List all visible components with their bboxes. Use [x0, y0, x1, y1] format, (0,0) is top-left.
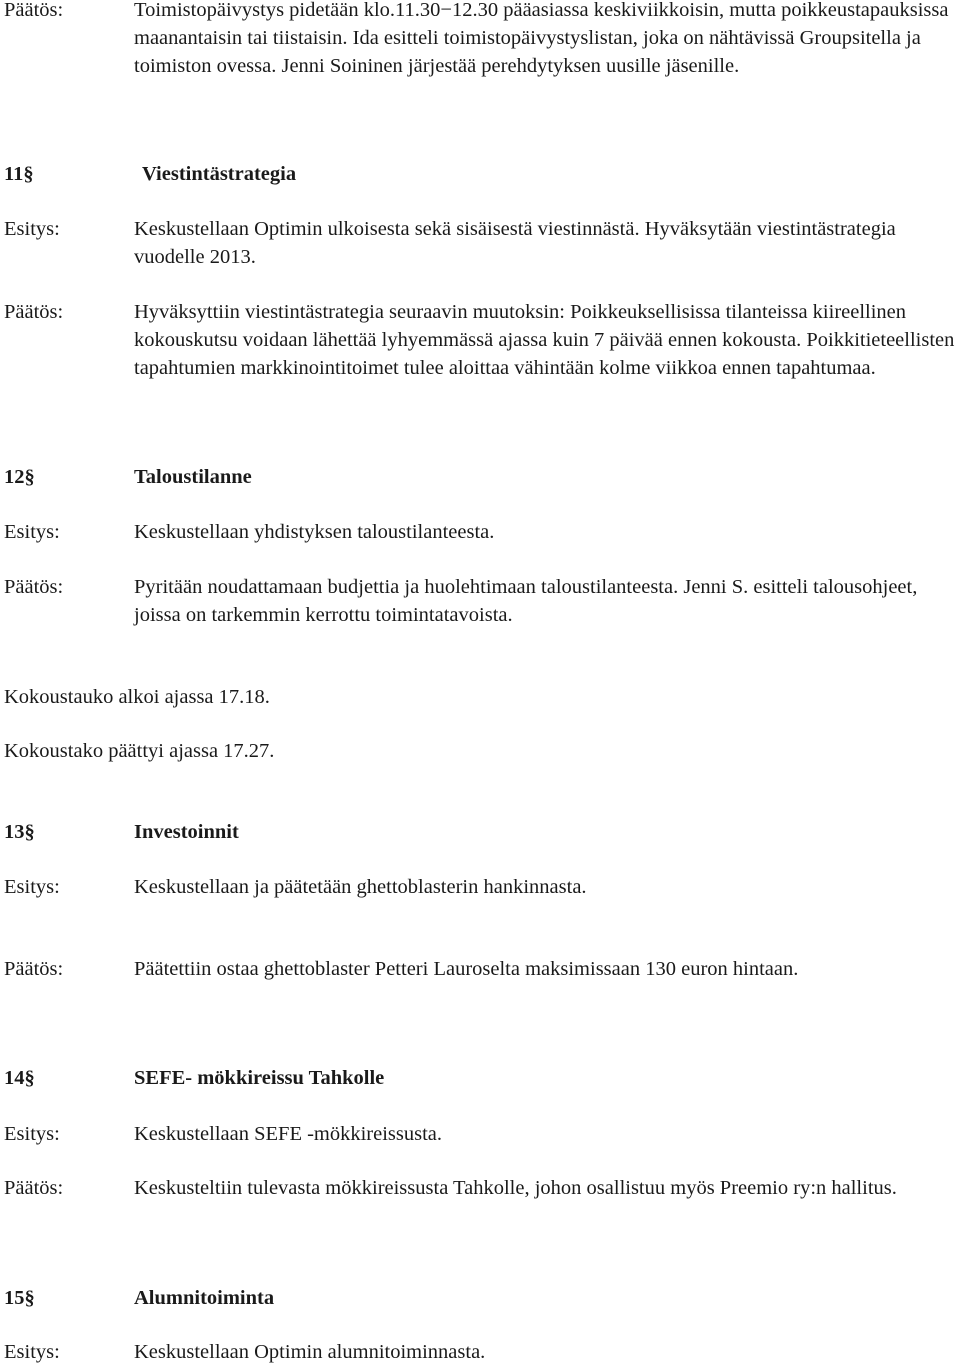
- decision-label: Päätös:: [4, 958, 64, 980]
- section-heading-14: [4, 1064, 960, 1092]
- section-number: 15: [4, 1287, 25, 1309]
- proposal-text: Keskustellaan SEFE -mökkireissusta.: [134, 1123, 443, 1145]
- section-13-decision: [4, 955, 960, 983]
- section-title: SEFE- mökkireissu Tahkolle: [134, 1067, 385, 1089]
- decision-label: Päätös:: [4, 0, 64, 21]
- section-mark: §: [23, 163, 34, 185]
- section-14-decision: [4, 1174, 960, 1202]
- section-11-proposal: [4, 215, 960, 271]
- section-title: Alumnitoiminta: [134, 1287, 275, 1309]
- proposal-text: Keskustellaan yhdistyksen taloustilanteesta.: [134, 521, 495, 543]
- section-mark: §: [24, 821, 35, 843]
- section-12-proposal: [4, 518, 960, 546]
- section-number: 12: [4, 466, 25, 488]
- decision-text: Toimistopäivystys pidetään klo.11.30−12.30 pääasiassa keskiviikkoisin, mutta poikkeustapauksissa maanantaisin tai tiistaisin. Ida esitteli toimistopäivystyslistan, joka on nähtävissä Groupsitella ja toimiston ovessa. Jenni Soininen järjestää perehdytyksen uusille jäsenille.: [134, 0, 949, 77]
- proposal-label: Esitys:: [4, 1341, 60, 1363]
- proposal-label: Esitys:: [4, 876, 60, 898]
- section-mark: §: [24, 466, 35, 488]
- proposal-label: Esitys:: [4, 521, 60, 543]
- section-number: 13: [4, 821, 25, 843]
- section-mark: §: [24, 1067, 35, 1089]
- break-end: Kokoustako päättyi ajassa 17.27.: [4, 740, 275, 762]
- section-number: 14: [4, 1067, 25, 1089]
- proposal-text: Keskustellaan Optimin alumnitoiminnasta.: [134, 1341, 486, 1363]
- section-14-proposal: [4, 1120, 960, 1148]
- decision-text: Hyväksyttiin viestintästrategia seuraavin muutoksin: Poikkeuksellisissa tilanteissa kiireellinen kokouskutsu voidaan lähettää lyhyemmässä ajassa kuin 7 päivää ennen kokousta. Poikkitieteellisten tapahtumien markkinointitoimet tulee aloittaa vähintään kolme viikkoa ennen tapahtumaa.: [134, 301, 955, 379]
- proposal-text: Keskustellaan ja päätetään ghettoblasterin hankinnasta.: [134, 876, 587, 898]
- section-heading-13: [4, 818, 960, 846]
- section-12-decision: [4, 573, 960, 629]
- section-heading-12: [4, 463, 960, 491]
- section-number: 11: [4, 163, 24, 185]
- section-15-proposal: [4, 1338, 960, 1366]
- section-mark: §: [24, 1287, 35, 1309]
- decision-label: Päätös:: [4, 1177, 64, 1199]
- section-title: Taloustilanne: [134, 466, 252, 488]
- decision-label: Päätös:: [4, 301, 64, 323]
- decision-text: Pyritään noudattamaan budjettia ja huolehtimaan taloustilanteesta. Jenni S. esitteli talousohjeet, joissa on tarkemmin kerrottu toimintatavoista.: [134, 576, 918, 626]
- decision-text: Keskusteltiin tulevasta mökkireissusta Tahkolle, johon osallistuu myös Preemio ry:n hallitus.: [134, 1177, 897, 1199]
- intro-decision: [4, 0, 960, 80]
- decision-text: Päätettiin ostaa ghettoblaster Petteri Lauroselta maksimissaan 130 euron hintaan.: [134, 958, 799, 980]
- section-13-proposal: [4, 873, 960, 901]
- section-heading-15: [4, 1284, 960, 1312]
- proposal-label: Esitys:: [4, 218, 60, 240]
- proposal-label: Esitys:: [4, 1123, 60, 1145]
- section-title: Viestintästrategia: [142, 163, 297, 185]
- break-start: Kokoustauko alkoi ajassa 17.18.: [4, 686, 270, 708]
- section-heading-11: [4, 160, 960, 188]
- decision-label: Päätös:: [4, 576, 64, 598]
- proposal-text: Keskustellaan Optimin ulkoisesta sekä sisäisestä viestinnästä. Hyväksytään viestintästrategia vuodelle 2013.: [134, 218, 896, 268]
- section-11-decision: [4, 298, 960, 382]
- section-title: Investoinnit: [134, 821, 239, 843]
